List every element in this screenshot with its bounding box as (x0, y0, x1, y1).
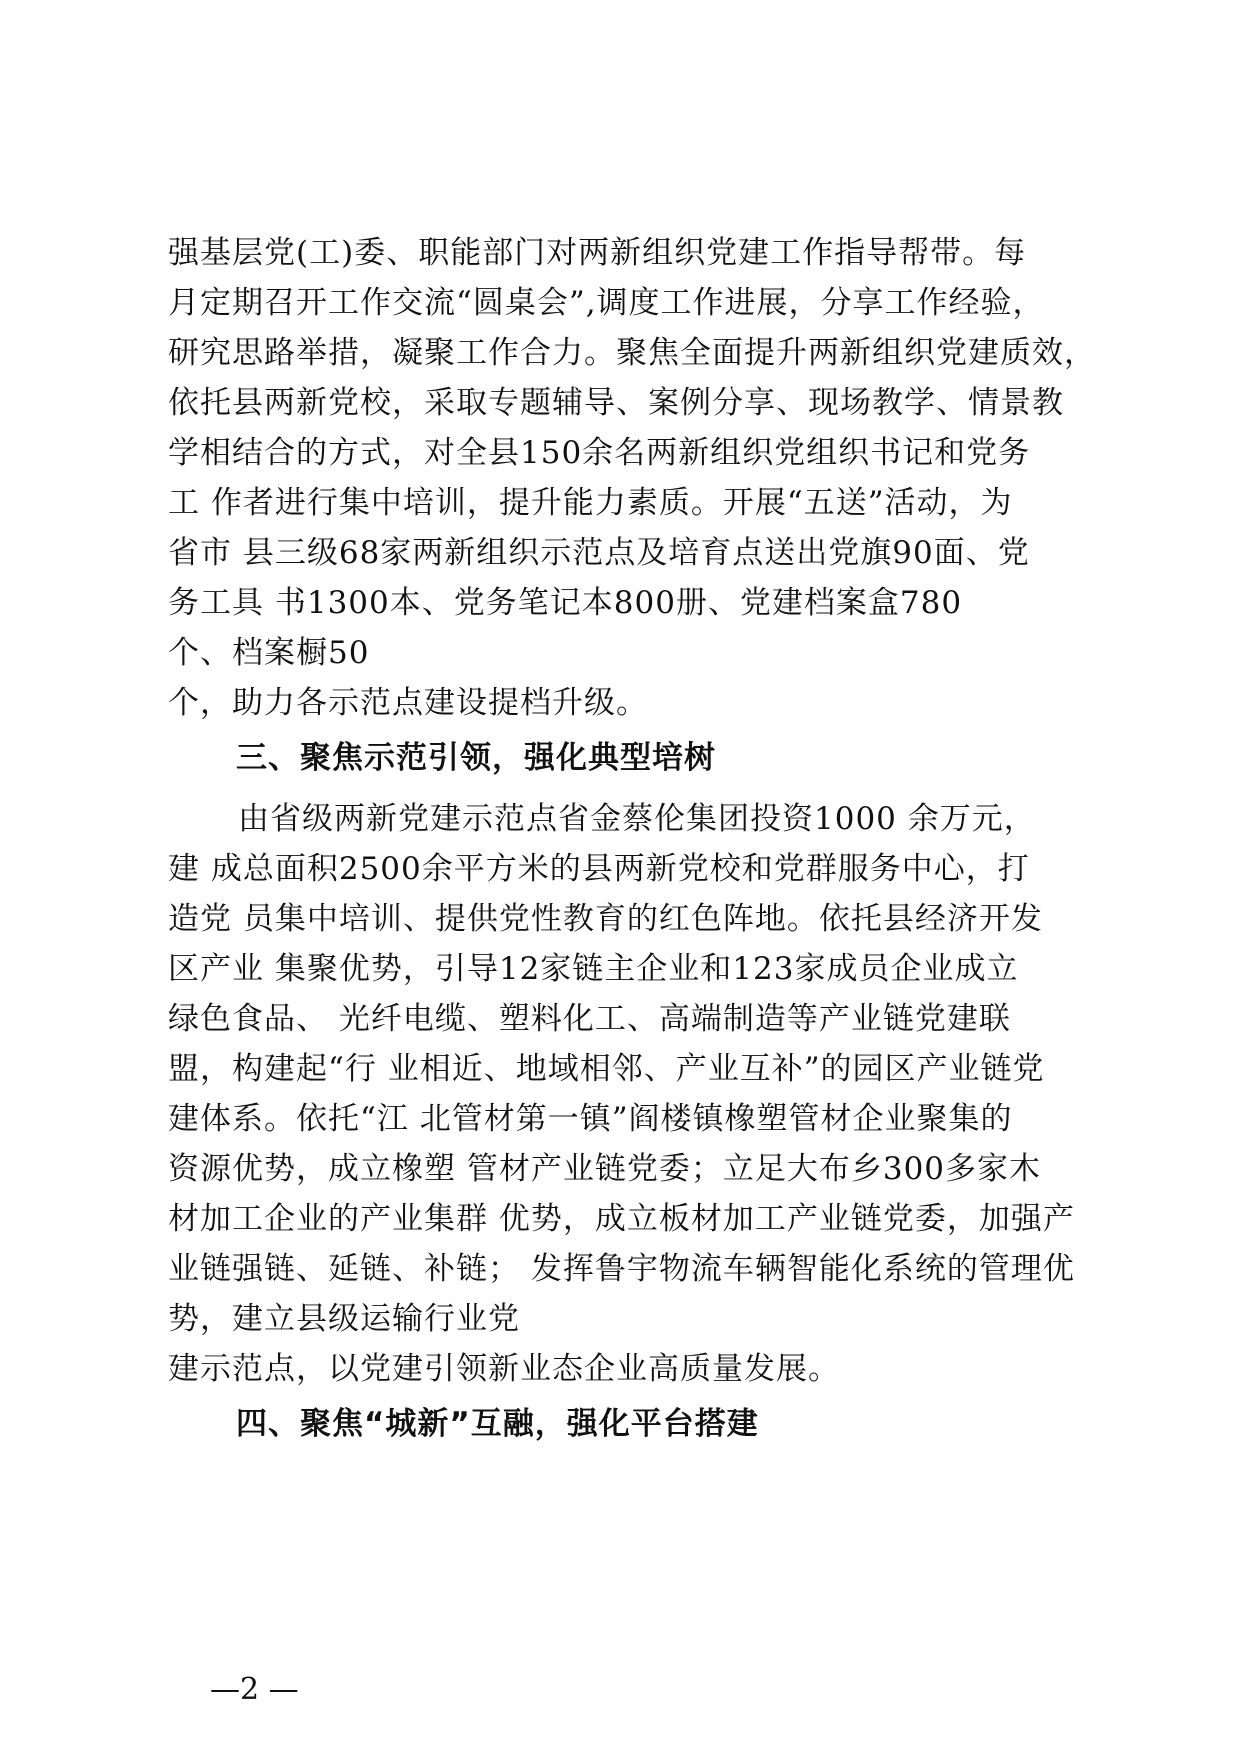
text-line: 势，建立县级运输行业党 (168, 1301, 520, 1337)
text-line: 务工具 书1300本、党务笔记本800册、党建档案盒780 (168, 585, 963, 621)
page-number: —2 — (210, 1672, 299, 1707)
text-line: 业链强链、延链、补链； 发挥鲁宇物流车辆智能化系统的管理优 (168, 1251, 1075, 1287)
text-line: 区产业 集聚优势，引导12家链主企业和123家成员企业成立 (168, 951, 1019, 987)
text-line: 建 成总面积2500余平方米的县两新党校和党群服务中心，打 (168, 851, 1030, 887)
body-text (168, 228, 1096, 1454)
section-heading-4: 四、聚焦“城新”互融，强化平台搭建 (236, 1406, 759, 1442)
text-line: 绿色食品、 光纤电缆、塑料化工、高端制造等产业链党建联 (168, 1001, 1011, 1037)
text-line: 省市 县三级68家两新组织示范点及培育点送出党旗90面、党 (168, 535, 1030, 571)
text-line: 个，助力各示范点建设提档升级。 (168, 685, 648, 721)
text-line: 依托县两新党校，采取专题辅导、案例分享、现场教学、情景教 (168, 385, 1064, 421)
text-line: 建体系。依托“江 北管材第一镇”阎楼镇橡塑管材企业聚集的 (168, 1101, 1013, 1137)
text-line: 研究思路举措，凝聚工作合力。聚焦全面提升两新组织党建质效， (168, 335, 1096, 371)
text-line: 由省级两新党建示范点省金蔡伦集团投资1000 余万元， (238, 801, 1036, 837)
text-line: 建示范点，以党建引领新业态企业高质量发展。 (168, 1351, 840, 1387)
text-line: 资源优势，成立橡塑 管材产业链党委；立足大布乡300多家木 (168, 1151, 1042, 1187)
text-line: 强基层党(工)委、职能部门对两新组织党建工作指导帮带。每 (168, 235, 1027, 271)
text-line: 盟，构建起“行 业相近、地域相邻、产业互补”的园区产业链党 (168, 1051, 1045, 1087)
section-heading-3: 三、聚焦示范引领，强化典型培树 (236, 740, 716, 776)
text-line: 月定期召开工作交流“圆桌会”,调度工作进展，分享工作经验， (168, 285, 1045, 321)
text-line: 工 作者进行集中培训，提升能力素质。开展“五送”活动，为 (168, 485, 1013, 521)
text-line: 个、档案橱50 (168, 635, 370, 671)
text-line: 造党 员集中培训、提供党性教育的红色阵地。依托县经济开发 (168, 901, 1043, 937)
text-line: 学相结合的方式，对全县150余名两新组织党组织书记和党务 (168, 435, 1031, 471)
text-line: 材加工企业的产业集群 优势，成立板材加工产业链党委，加强产 (168, 1201, 1075, 1237)
